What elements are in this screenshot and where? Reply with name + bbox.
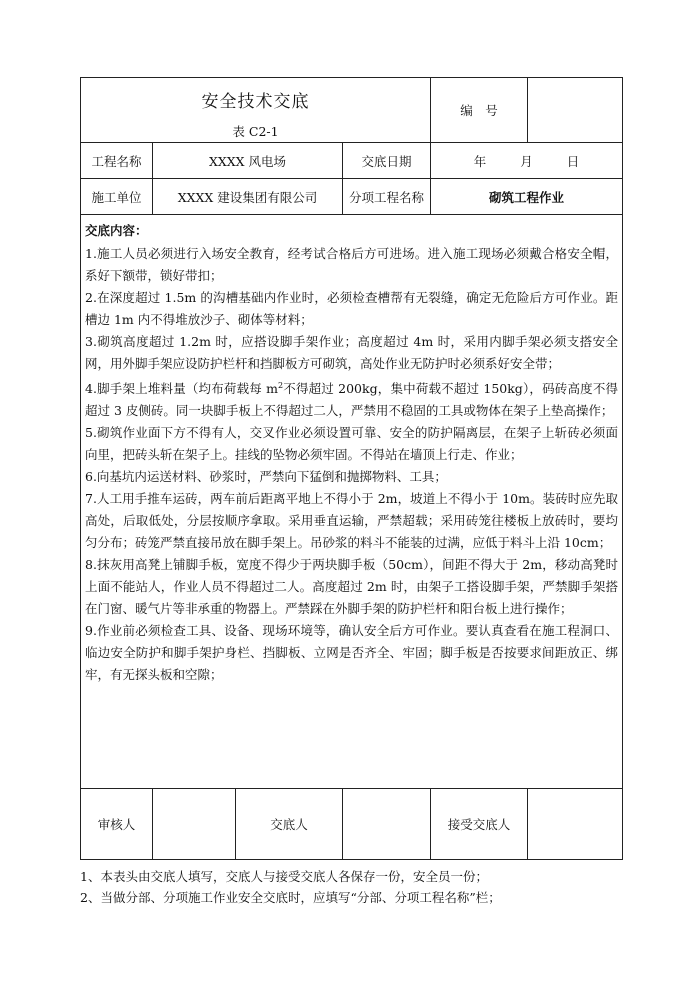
- form-table: [80, 77, 623, 860]
- presenter-signature-field[interactable]: [343, 789, 431, 860]
- form-title: 安全技术交底: [201, 91, 310, 112]
- content-item-7: 7.人工用手推车运砖，两车前后距离平地上不得小于 2m，坡道上不得小于 10m。装砖时应先取高处，后取低处，分层按顺序拿取。采用垂直运输，严禁超载；采用砖笼往楼板上放砖时，要均匀分布；砖笼严禁直接吊放在脚手架上。吊砂浆的料斗不能装的过满，应低于料斗上沿 10cm；: [85, 491, 619, 551]
- sub-project-value[interactable]: 砌筑工程作业: [431, 179, 623, 215]
- content-item-5: 5.砌筑作业面下方不得有人，交叉作业必须设置可靠、安全的防护隔离层，在架子上斩砖必须面向里，把砖头斩在架子上。挂线的坠物必须牢固。不得站在墙顶上行走、作业；: [85, 425, 619, 463]
- contractor-label: 施工单位: [81, 179, 153, 215]
- content-item-6: 6.向基坑内运送材料、砂浆时，严禁向下猛倒和抛掷物料、工具；: [85, 469, 447, 485]
- contractor-value[interactable]: XXXX 建设集团有限公司: [153, 179, 343, 215]
- number-label: 编 号: [431, 78, 528, 143]
- footnote-2: 2、当做分部、分项施工作业安全交底时，应填写“分部、分项工程名称”栏；: [80, 890, 501, 905]
- content-item-4: [85, 375, 618, 422]
- safety-briefing-form: [80, 77, 622, 860]
- signature-row: [81, 789, 623, 860]
- header-row: [81, 78, 623, 143]
- project-name-value[interactable]: XXXX 风电场: [153, 143, 343, 179]
- title-cell: [81, 78, 431, 143]
- content-row: [81, 215, 623, 789]
- form-code: 表 C2-1: [232, 123, 279, 139]
- receiver-signature-field[interactable]: [528, 789, 623, 860]
- number-value[interactable]: [528, 78, 623, 143]
- content-item-4-part-b: 不得超过 200kg，集中荷载不超过 150kg），码砖高度不得超过 3 皮侧砖。同一块脚手板上不得超过二人，严禁用不稳固的工具或物体在架子上垫高操作；: [85, 381, 619, 419]
- content-item-9: 9.作业前必须检查工具、设备、现场环境等，确认安全后方可作业。要认真查看在施工程洞口、临边安全防护和脚手架护身栏、挡脚板、立网是否齐全、牢固；脚手板是否按要求间距放正、绑牢，有无探头板和空隙；: [85, 623, 619, 683]
- content-item-4-part-a: 4.脚手架上堆料量（均布荷载每 m: [85, 381, 278, 397]
- contractor-row: [81, 179, 623, 215]
- presenter-label: 交底人: [270, 817, 308, 832]
- project-name-label: 工程名称: [81, 143, 153, 179]
- footnote-1: 1、本表头由交底人填写，交底人与接受交底人各保存一份，安全员一份；: [80, 869, 488, 884]
- content-item-8: 8.抹灰用高凳上铺脚手板，宽度不得少于两块脚手板（50cm），间距不得大于 2m，移动高凳时上面不能站人，作业人员不得超过二人。高度超过 2m 时，由架子工搭设脚手架，严禁脚手架搭在门窗、暖气片等非承重的物器上。严禁踩在外脚手架的防护栏杆和阳台板上进行操作；: [85, 557, 619, 617]
- reviewer-signature-field[interactable]: [153, 789, 236, 859]
- content-heading: 交底内容：: [85, 223, 148, 238]
- reviewer-label: 审核人: [81, 789, 153, 860]
- content-item-2: 2.在深度超过 1.5m 的沟槽基础内作业时，必须检查槽帮有无裂缝，确定无危险后方可作业。距槽边 1m 内不得堆放沙子、砌体等材料；: [85, 290, 619, 327]
- content-item-1: 1.施工人员必须进行入场安全教育，经考试合格后方可进场。进入施工现场必须戴合格安全帽，系好下额带，锁好带扣；: [85, 246, 619, 283]
- receiver-label: 接受交底人: [431, 789, 528, 860]
- reviewer-and-presenter: [153, 789, 343, 860]
- sub-project-label: 分项工程名称: [343, 179, 431, 215]
- content-item-4-superscript: 2: [277, 381, 284, 390]
- footnotes: [80, 866, 640, 908]
- project-row: [81, 143, 623, 179]
- date-label: 交底日期: [343, 143, 431, 179]
- content-cell: [81, 215, 623, 789]
- content-item-3: 3.砌筑高度超过 1.2m 时，应搭设脚手架作业；高度超过 4m 时，采用内脚手架必须支搭安全网，用外脚手架应设防护栏杆和挡脚板方可砌筑，高处作业无防护时必须系好安全带；: [85, 334, 619, 371]
- date-value[interactable]: 年 月 日: [431, 143, 623, 179]
